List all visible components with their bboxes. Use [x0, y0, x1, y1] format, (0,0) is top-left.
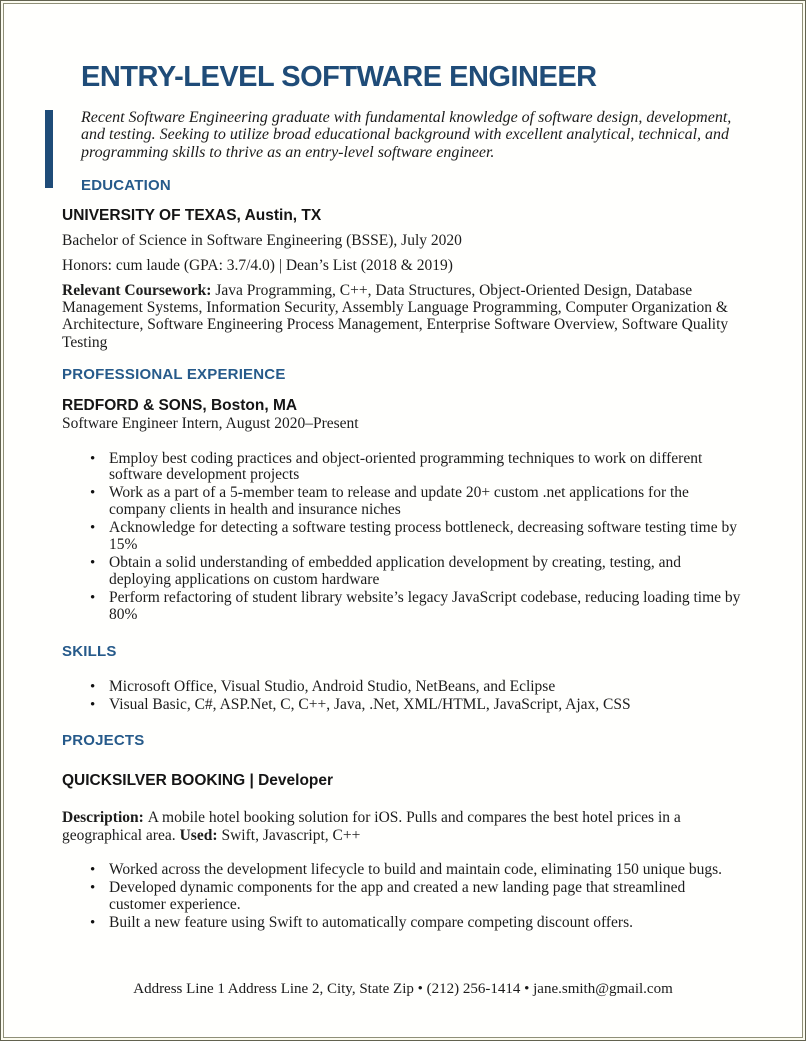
experience-bullets: [62, 451, 744, 624]
section-heading-education: EDUCATION: [81, 176, 171, 194]
skills-bullets: [62, 679, 744, 714]
education-degree: Bachelor of Science in Software Engineering (BSSE), July 2020: [62, 231, 462, 249]
experience-bullet: • Employ best coding practices and object-oriented programming techniques to work on different software development projects: [62, 451, 744, 485]
skill-bullet: • Microsoft Office, Visual Studio, Android Studio, NetBeans, and Eclipse: [62, 679, 744, 696]
experience-company: REDFORD & SONS, Boston, MA: [62, 396, 298, 414]
section-heading-projects: PROJECTS: [62, 731, 145, 749]
summary-block: [81, 109, 733, 162]
education-school: UNIVERSITY OF TEXAS, Austin, TX: [62, 207, 322, 225]
section-heading-experience: PROFESSIONAL EXPERIENCE: [62, 365, 286, 383]
summary-accent-bar: [45, 110, 53, 188]
used-label: Used:: [179, 826, 218, 844]
project-title: QUICKSILVER BOOKING | Developer: [62, 771, 334, 789]
education-honors: Honors: cum laude (GPA: 3.7/4.0) | Dean’s List (2018 & 2019): [62, 256, 453, 274]
project-description: [62, 809, 744, 844]
experience-bullet: • Acknowledge for detecting a software testing process bottleneck, decreasing software testing time by 15%: [62, 520, 744, 554]
coursework-label: Relevant Coursework:: [62, 281, 212, 299]
footer-contact: Address Line 1 Address Line 2, City, State Zip • (212) 256-1414 • jane.smith@gmail.com: [133, 981, 673, 998]
description-text: A mobile hotel booking solution for iOS. Pulls and compares the best hotel prices in a geographical area.: [62, 809, 681, 844]
summary-text: Recent Software Engineering graduate with fundamental knowledge of software design, development, and testing. Seeking to utilize broad educational background with excellent analytical, technical, and programming skills to thrive as an entry-level software engineer.: [81, 108, 732, 162]
description-label: Description:: [62, 809, 144, 827]
page-title: ENTRY-LEVEL SOFTWARE ENGINEER: [81, 61, 597, 93]
project-bullets: [62, 862, 744, 932]
coursework-text: Java Programming, C++, Data Structures, Object-Oriented Design, Database Management Systems, Information Security, Assembly Language Programming, Computer Organization & Architecture, Software Engineering Process Management, Enterprise Software Overview, Software Quality Testing: [62, 281, 729, 351]
project-bullet: • Worked across the development lifecycle to build and maintain code, eliminating 150 unique bugs.: [62, 862, 744, 879]
resume-content: [4, 4, 802, 998]
experience-role: Software Engineer Intern, August 2020–Present: [62, 415, 359, 433]
education-coursework: [62, 282, 744, 351]
experience-bullet: • Perform refactoring of student library website’s legacy JavaScript codebase, reducing loading time by 80%: [62, 590, 744, 624]
experience-bullet: • Obtain a solid understanding of embedded application development by creating, testing, and deploying applications on custom hardware: [62, 555, 744, 589]
skill-bullet: • Visual Basic, C#, ASP.Net, C, C++, Java, .Net, XML/HTML, JavaScript, Ajax, CSS: [62, 697, 744, 714]
section-heading-skills: SKILLS: [62, 643, 117, 661]
used-text: Swift, Javascript, C++: [221, 826, 361, 844]
experience-bullet: • Work as a part of a 5-member team to release and update 20+ custom .net applications for the company clients in health and insurance niches: [62, 485, 744, 519]
project-bullet: • Built a new feature using Swift to automatically compare competing discount offers.: [62, 915, 744, 932]
page-border: [3, 3, 803, 1038]
project-bullet: • Developed dynamic components for the app and created a new landing page that streamlined customer experience.: [62, 880, 744, 914]
